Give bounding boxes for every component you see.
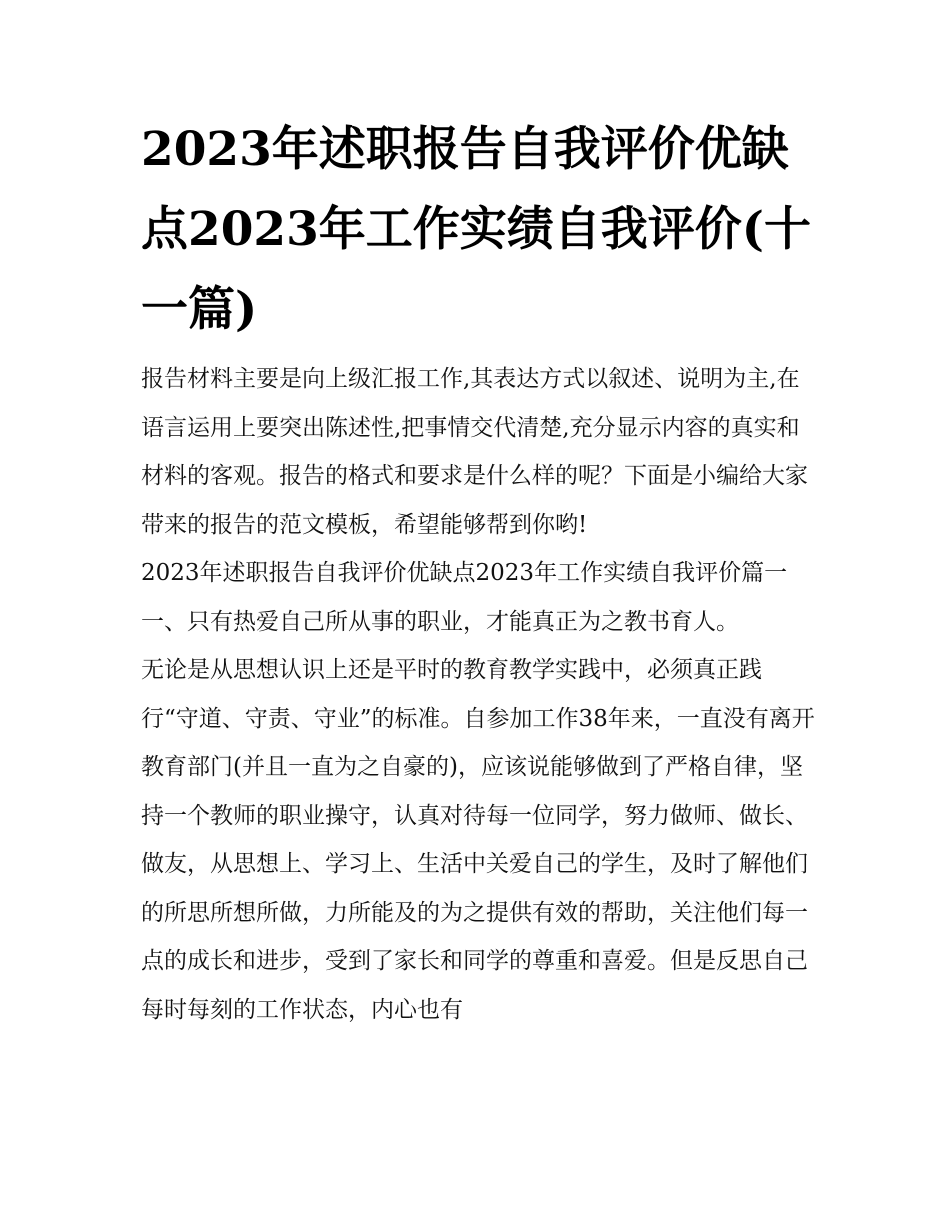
document-title: 2023年述职报告自我评价优缺点2023年工作实绩自我评价(十一篇) bbox=[141, 122, 812, 337]
section-heading-paragraph: 2023年述职报告自我评价优缺点2023年工作实绩自我评价篇一 一、只有热爱自己所从事的职业，才能真正为之教书育人。 bbox=[141, 560, 788, 635]
document-body bbox=[141, 355, 817, 1034]
intro-paragraph: 报告材料主要是向上级汇报工作,其表达方式以叙述、说明为主,在语言运用上要突出陈述性,把事情交代清楚,充分显示内容的真实和材料的客观。报告的格式和要求是什么样的呢？下面是小编给大家带来的报告的范文模板，希望能够帮到你哟! bbox=[141, 366, 808, 538]
body-paragraph: 无论是从思想认识上还是平时的教育教学实践中，必须真正践行“守道、守责、守业”的标准。自参加工作38年来，一直没有离开教育部门(并且一直为之自豪的)，应该说能够做到了严格自律，坚持一个教师的职业操守，认真对待每一位同学，努力做师、做长、做友，从思想上、学习上、生活中关爱自己的学生，及时了解他们的所思所想所做，力所能及的为之提供有效的帮助，关注他们每一点的成长和进步，受到了家长和同学的尊重和喜爱。但是反思自己每时每刻的工作状态，内心也有 bbox=[141, 657, 815, 1023]
